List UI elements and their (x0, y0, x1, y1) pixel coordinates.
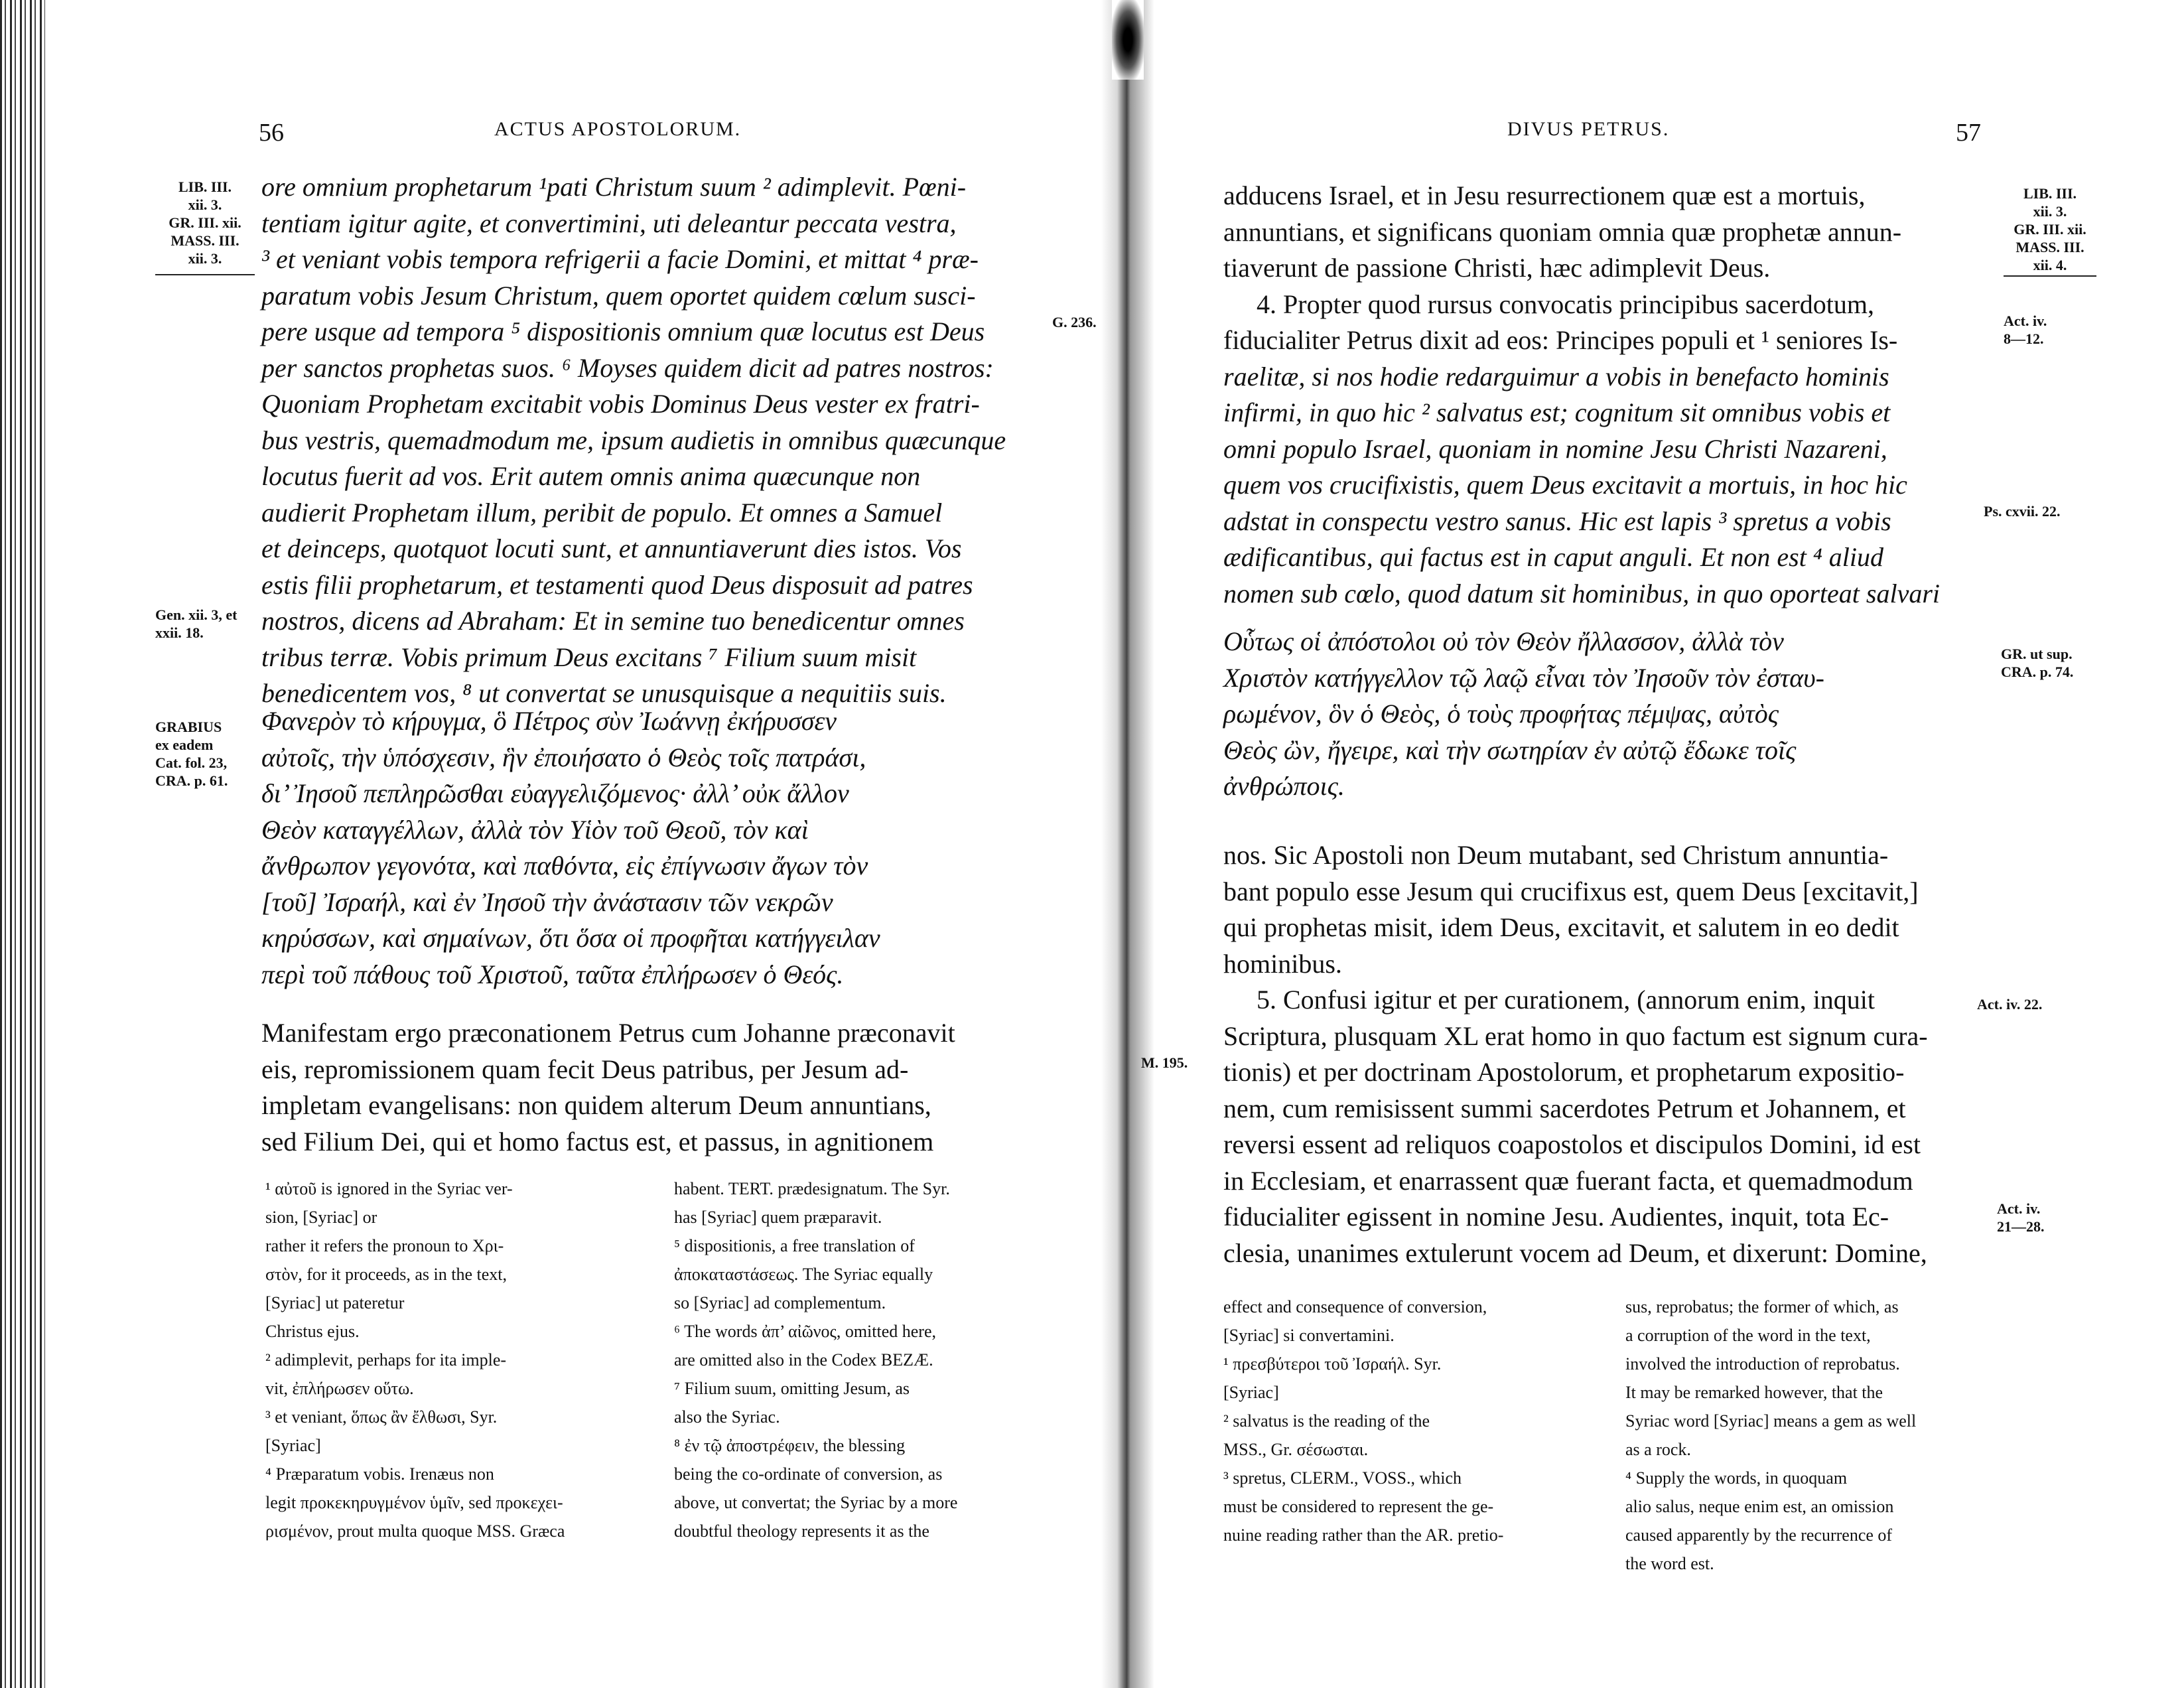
footnote-line: ⁵ dispositionis, a free translation of (674, 1236, 915, 1255)
right-latin-text (1223, 178, 1973, 612)
footnote-line: being the co-ordinate of conversion, as (674, 1464, 943, 1484)
footnote-line: as a rock. (1625, 1440, 1691, 1459)
text-line: nem, cum remisissent summi sacerdotes Petrum et Johannem, et (1223, 1093, 1906, 1123)
left-latin-text (261, 169, 1034, 712)
footnote-line: caused apparently by the recurrence of (1625, 1525, 1893, 1545)
text-line: in Ecclesiam, et enarrassent quæ fuerant facta, et quemadmodum (1223, 1165, 1913, 1196)
footnote-line: ⁴ Præparatum vobis. Irenæus non (265, 1464, 494, 1484)
text-line: Οὗτως οἱ ἀπόστολοι οὐ τὸν Θεὸν ἤλλασσον, ἀλλὰ τὸν (1223, 626, 1784, 656)
footnote-line: has [Syriac] quem præparavit. (674, 1208, 882, 1227)
right-footnotes-col2 (1625, 1293, 1984, 1578)
margin-note-gen: Gen. xii. 3, et xxii. 18. (155, 606, 238, 641)
text-line: annuntians, et significans quoniam omnia quæ prophetæ annun- (1223, 216, 1902, 247)
text-line: estis filii prophetarum, et testamenti quod Deus disposuit ad patres (261, 569, 973, 600)
right-footnotes-col1 (1223, 1293, 1588, 1549)
text-line: tentiam igitur agite, et convertimini, uti deleantur peccata vestra, (261, 208, 957, 238)
text-line: eis, repromissionem quam fecit Deus patribus, per Jesum ad- (261, 1054, 909, 1084)
text-line: 5. Confusi igitur et per curationem, (annorum enim, inquit (1257, 985, 1876, 1015)
text-line: 4. Propter quod rursus convocatis principibus sacerdotum, (1257, 289, 1874, 319)
footnote-line: MSS., Gr. σέσωσται. (1223, 1440, 1369, 1459)
text-line: reversi essent ad reliquos coapostolos et discipulos Domini, id est (1223, 1129, 1921, 1159)
right-page-header (1154, 118, 2184, 158)
footnote-line: στὸν, for it proceeds, as in the text, (265, 1265, 508, 1284)
text-line: tionis) et per doctrinam Apostolorum, et prophetarum expositio- (1223, 1057, 1905, 1087)
footnote-line: vit, ἐπλήρωσεν οὕτω. (265, 1379, 414, 1398)
footnote-line: Syriac word [Syriac] means a gem as well (1625, 1411, 1917, 1431)
margin-note-act-iv-22: Act. iv. 22. (1977, 996, 2043, 1013)
text-line: impletam evangelisans: non quidem alterum Deum annuntians, (261, 1090, 931, 1120)
text-line: clesia, unanimes extulerunt vocem ad Deum, et dixerunt: Domine, (1223, 1237, 1927, 1268)
text-line: [τοῦ] Ἰσραήλ, καὶ ἐν Ἰησοῦ τὴν ἀνάστασιν τῶν νεκρῶν (261, 886, 833, 917)
text-line: Quoniam Prophetam excitabit vobis Dominus Deus vester ex fratri- (261, 389, 980, 419)
footnote-line: ² salvatus is the reading of the (1223, 1411, 1430, 1431)
margin-note-act-iv-8: Act. iv. 8—12. (2004, 313, 2047, 347)
text-line: qui prophetas misit, idem Deus, excitavit, et salutem in eo dedit (1223, 912, 1899, 942)
text-line: fiducialiter Petrus dixit ad eos: Principes populi et ¹ seniores Is- (1223, 325, 1898, 355)
footnote-line: ¹ πρεσβύτεροι τοῦ Ἰσραήλ. Syr. (1223, 1354, 1442, 1373)
text-line: locutus fuerit ad vos. Erit autem omnis anima quæcunque non (261, 461, 921, 491)
footnote-line: so [Syriac] ad complementum. (674, 1293, 886, 1312)
footnote-line: legit προκεκηρυγμένον ὑμῖν, sed προκεχει- (265, 1493, 563, 1512)
text-line: κηρύσσων, καὶ σημαίνων, ὅτι ὅσα οἱ προφῆται κατήγγειλαν (261, 923, 880, 953)
text-line: infirmi, in quo hic ² salvatus est; cognitum sit omnibus vobis et (1223, 397, 1891, 427)
text-line: pere usque ad tempora ⁵ dispositionis omnium quæ locutus est Deus (261, 316, 985, 346)
text-line: et deinceps, quotquot locuti sunt, et annuntiaverunt dies istos. Vos (261, 533, 962, 563)
footnote-line: ρισμένον, prout multa quoque MSS. Græca (265, 1521, 565, 1541)
footnote-line: above, ut convertat; the Syriac by a more (674, 1493, 958, 1512)
text-line: adducens Israel, et in Jesu resurrectionem quæ est a mortuis, (1223, 180, 1866, 210)
margin-note-act-iv-21: Act. iv. 21—28. (1997, 1200, 2045, 1235)
margin-note-g: G. 236. (1052, 314, 1097, 330)
text-line: Θεὸς ὢν, ἤγειρε, καὶ τὴν σωτηρίαν ἐν αὐτῷ ἔδωκε τοῖς (1223, 735, 1797, 765)
footnote-line: also the Syriac. (674, 1407, 780, 1427)
text-line: Manifestam ergo præconationem Petrus cum Johanne præconavit (261, 1018, 955, 1048)
text-line: paratum vobis Jesum Christum, quem oportet quidem cœlum susci- (261, 280, 976, 311)
margin-note-rule (155, 274, 255, 275)
footnote-line: nuine reading rather than the AR. pretio- (1223, 1525, 1504, 1545)
footnote-line: ἀποκαταστάσεως. The Syriac equally (674, 1265, 933, 1284)
text-line: hominibus. (1223, 948, 1342, 979)
margin-note-lib-right: LIB. III. xii. 3. GR. III. xii. MASS. III. xii. 4. (2013, 185, 2086, 273)
text-line: Χριστὸν κατήγγελλον τῷ λαῷ εἶναι τὸν Ἰησοῦν τὸν ἐσταυ- (1223, 662, 1824, 693)
left-footnotes-col2 (674, 1174, 1046, 1545)
text-line: ἄνθρωπον γεγονότα, καὶ παθόντα, εἰς ἐπίγνωσιν ἄγων τὸν (261, 851, 868, 880)
footnote-line: [Syriac] (265, 1436, 321, 1455)
margin-note-m: M. 195. (1141, 1054, 1188, 1071)
footnote-line: sus, reprobatus; the former of which, as (1625, 1297, 1899, 1316)
margin-note-grabius: GRABIUS ex eadem Cat. fol. 23, CRA. p. 61. (155, 719, 228, 789)
footnote-line: Christus ejus. (265, 1322, 360, 1341)
footnote-line: ² adimplevit, perhaps for ita imple- (265, 1350, 507, 1370)
text-line: per sanctos prophetas suos. ⁶ Moyses quidem dicit ad patres nostros: (261, 352, 994, 383)
text-line: quem vos crucifixistis, quem Deus excitavit a mortuis, in hoc hic (1223, 470, 1907, 500)
text-line: Φανερὸν τὸ κήρυγμα, ὃ Πέτρος σὺν Ἰωάννῃ ἐκήρυσσεν (261, 706, 837, 736)
footnote-line: must be considered to represent the ge- (1223, 1497, 1494, 1516)
left-page-header (0, 118, 1101, 158)
text-line: nos. Sic Apostoli non Deum mutabant, sed Christum annuntia- (1223, 840, 1889, 870)
footnote-line: ⁴ Supply the words, in quoquam (1625, 1468, 1848, 1488)
footnote-line: It may be remarked however, that the (1625, 1383, 1883, 1402)
text-line: αὐτοῖς, τὴν ὑπόσχεσιν, ἣν ἐποιήσατο ὁ Θεὸς τοῖς πατράσι, (261, 742, 866, 772)
right-page (1141, 0, 2184, 1688)
footnote-line: ³ spretus, CLERM., VOSS., which (1223, 1468, 1462, 1488)
footnote-line: ¹ αὐτοῦ is ignored in the Syriac ver- (265, 1179, 513, 1198)
text-line: tribus terræ. Vobis primum Deus excitans ⁷ Filium suum misit (261, 642, 917, 672)
right-latin-continuation (1223, 837, 1973, 1271)
footnote-line: effect and consequence of conversion, (1223, 1297, 1487, 1316)
text-line: Θεὸν καταγγέλλων, ἀλλὰ τὸν Υἱὸν τοῦ Θεοῦ, τὸν καὶ (261, 814, 809, 845)
footnote-line: [Syriac] si convertamini. (1223, 1326, 1395, 1345)
left-latin-continuation (261, 1015, 1034, 1160)
footnote-line: alio salus, neque enim est, an omission (1625, 1497, 1894, 1516)
text-line: περὶ τοῦ πάθους τοῦ Χριστοῦ, ταῦτα ἐπλήρωσεν ὁ Θεός. (261, 959, 844, 989)
left-greek-text (261, 703, 1034, 993)
text-line: ἀνθρώποις. (1223, 771, 1345, 801)
footnote-line: [Syriac] (1223, 1383, 1279, 1402)
footnote-line: rather it refers the pronoun to Χρι- (265, 1236, 504, 1255)
footnote-line: a corruption of the word in the text, (1625, 1326, 1871, 1345)
text-line: sed Filium Dei, qui et homo factus est, et passus, in agnitionem (261, 1126, 934, 1157)
footnote-line: habent. TERT. prædesignatum. The Syr. (674, 1179, 950, 1198)
margin-note-rule-right (2004, 275, 2096, 277)
text-line: ³ et veniant vobis tempora refrigerii a facie Domini, et mittat ⁴ præ- (261, 244, 979, 274)
footnote-line: are omitted also in the Codex BEZÆ. (674, 1350, 933, 1370)
left-folio: 56 (259, 119, 284, 147)
left-running-title: ACTUS APOSTOLORUM. (494, 118, 742, 140)
text-line: nostros, dicens ad Abraham: Et in semine tuo benedicentur omnes (261, 606, 965, 636)
text-line: adstat in conspectu vestro sanus. Hic est lapis ³ spretus a vobis (1223, 506, 1891, 536)
right-folio: 57 (1956, 119, 1981, 147)
footnote-line: ⁶ The words ἀπ’ αἰῶνος, omitted here, (674, 1322, 937, 1341)
footnote-line: the word est. (1625, 1554, 1714, 1573)
text-line: δι’ Ἰησοῦ πεπληρῶσθαι εὐαγγελιζόμενος· ἀλλ’ οὐκ ἄλλον (261, 778, 849, 808)
center-gutter (1101, 0, 1154, 1688)
text-line: nomen sub cœlo, quod datum sit hominibus, in quo oporteat salvari (1223, 578, 1940, 608)
footnote-line: ⁸ ἐν τῷ ἀποστρέφειν, the blessing (674, 1436, 906, 1455)
text-line: ædificantibus, qui factus est in caput anguli. Et non est ⁴ aliud (1223, 542, 1883, 572)
text-line: benedicentem vos, ⁸ ut convertat se unusquisque a nequitiis suis. (261, 678, 947, 708)
text-line: ρωμένον, ὃν ὁ Θεὸς, ὁ τοὺς προφήτας πέμψας, αὐτὸς (1223, 699, 1779, 729)
footnote-line: sion, [Syriac] or (265, 1208, 377, 1227)
left-footnotes-col1 (265, 1174, 637, 1545)
footnote-line: [Syriac] ut pateretur (265, 1293, 405, 1312)
text-line: raelitæ, si nos hodie redarguimur a vobis in benefacto hominis (1223, 361, 1889, 391)
text-line: omni populo Israel, quoniam in nomine Jesu Christi Nazareni, (1223, 433, 1887, 464)
right-running-title: DIVUS PETRUS. (1507, 118, 1670, 140)
right-greek-text (1223, 624, 1973, 805)
footnote-line: ⁷ Filium suum, omitting Jesum, as (674, 1379, 910, 1398)
text-line: fiducialiter egissent in nomine Jesu. Audientes, inquit, tota Ec- (1223, 1202, 1889, 1231)
margin-note-lib: LIB. III. xii. 3. GR. III. xii. MASS. III. xii. 3. (169, 178, 241, 267)
text-line: audierit Prophetam illum, peribit de populo. Et omnes a Samuel (261, 497, 943, 528)
text-line: ore omnium prophetarum ¹pati Christum suum ² adimplevit. Pœni- (261, 172, 967, 202)
margin-note-gr-ut-sup: GR. ut sup. CRA. p. 74. (2001, 646, 2074, 680)
footnote-line: doubtful theology represents it as the (674, 1521, 929, 1541)
margin-note-ps: Ps. cxvii. 22. (1984, 503, 2061, 520)
text-line: tiaverunt de passione Christi, hæc adimplevit Deus. (1223, 253, 1771, 283)
footnote-line: involved the introduction of reprobatus. (1625, 1354, 1900, 1373)
footnote-line: ³ et veniant, ὅπως ἂν ἔλθωσι, Syr. (265, 1407, 498, 1427)
text-line: Scriptura, plusquam XL erat homo in quo factum est signum cura- (1223, 1020, 1928, 1051)
gutter-ink-blot (1112, 0, 1144, 80)
text-line: bant populo esse Jesum qui crucifixus est, quem Deus [excitavit,] (1223, 876, 1919, 906)
text-line: bus vestris, quemadmodum me, ipsum audietis in omnibus quæcunque (261, 425, 1006, 455)
